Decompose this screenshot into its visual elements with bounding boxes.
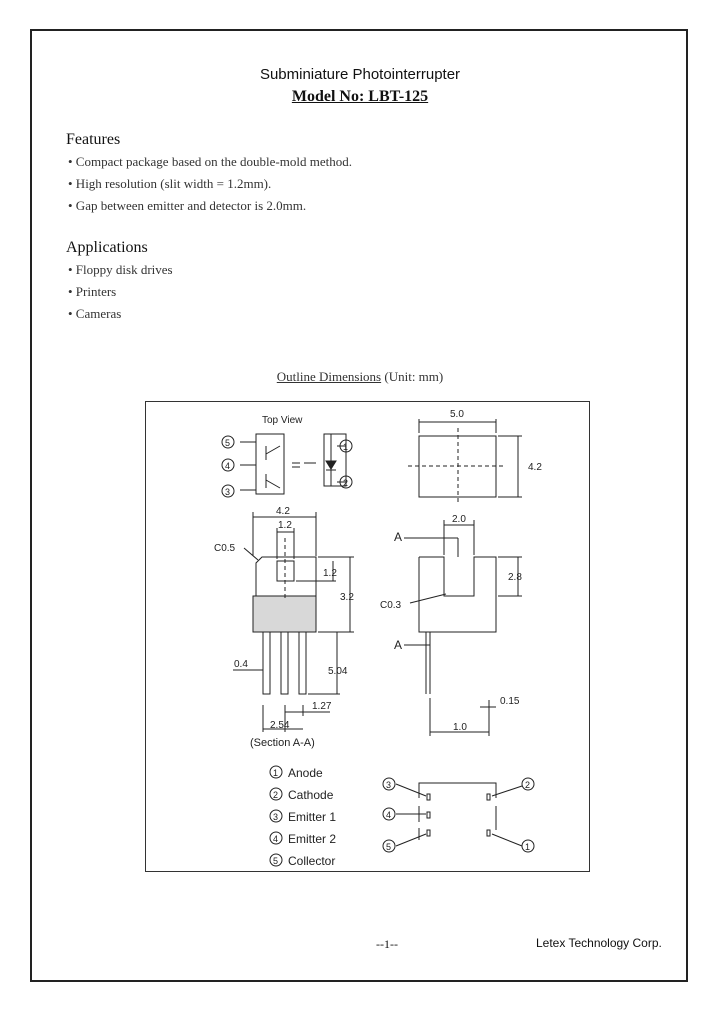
bottom-pin-3: 3: [386, 780, 392, 790]
page-number: --1--: [376, 937, 398, 951]
section-a-top: A: [394, 530, 403, 544]
section-label: (Section A-A): [250, 737, 315, 749]
dim-1-27: 1.27: [312, 701, 332, 712]
legend-collector: Collector: [288, 854, 336, 868]
dim-1-0: 1.0: [453, 722, 467, 733]
dim-body-3-2: 3.2: [340, 592, 354, 603]
company-name: Letex Technology Corp.: [536, 936, 662, 950]
legend-emitter-1: Emitter 1: [288, 810, 337, 824]
legend-num-1: 1: [273, 768, 279, 778]
feature-item: • Compact package based on the double-mold method.: [68, 154, 352, 169]
model-number: [0, 88, 720, 106]
dim-gap-2-0: 2.0: [452, 514, 466, 525]
application-item: • Printers: [68, 284, 117, 299]
legend-num-4: 4: [273, 834, 279, 844]
dim-5-0: 5.0: [450, 409, 464, 420]
bottom-pin-4: 4: [386, 810, 392, 820]
legend-num-3: 3: [273, 812, 279, 822]
feature-item: • Gap between emitter and detector is 2.0mm.: [68, 198, 307, 213]
outline-caption-unit: (Unit: mm): [381, 369, 444, 384]
legend-num-2: 2: [273, 790, 279, 800]
legend-cathode: Cathode: [288, 788, 334, 802]
pin-2-label: 2: [343, 478, 349, 488]
application-item: • Cameras: [68, 306, 122, 321]
pin-3-label: 3: [225, 487, 231, 497]
legend-emitter-2: Emitter 2: [288, 832, 337, 846]
top-view-label: Top View: [262, 415, 303, 426]
dim-2-54: 2.54: [270, 720, 290, 731]
bottom-pin-5: 5: [386, 842, 392, 852]
dim-c0-3: C0.3: [380, 600, 402, 611]
dim-0-15: 0.15: [500, 696, 520, 707]
features-heading: Features: [66, 131, 121, 148]
dim-lead-0-4: 0.4: [234, 659, 248, 670]
model-number-text: Model No: LBT-125: [291, 88, 429, 105]
dim-slit-h-1-2: 1.2: [323, 568, 337, 579]
dim-slit-1-2: 1.2: [278, 520, 292, 531]
legend-num-5: 5: [273, 856, 279, 866]
dim-5-04: 5.04: [328, 666, 348, 677]
application-item: • Floppy disk drives: [68, 262, 173, 277]
document-title: Subminiature Photointerrupter: [259, 66, 461, 83]
applications-heading: Applications: [66, 239, 148, 256]
pin-4-label: 4: [225, 461, 231, 471]
dim-front-4-2: 4.2: [276, 506, 290, 517]
pin-5-label: 5: [225, 438, 231, 448]
feature-item: • High resolution (slit width = 1.2mm).: [68, 176, 272, 191]
outline-caption-title: Outline Dimensions: [276, 369, 382, 384]
dim-4-2-side: 4.2: [528, 462, 542, 473]
bottom-pin-1: 1: [525, 842, 531, 852]
pin-1-label: 1: [343, 442, 349, 452]
bottom-pin-2: 2: [525, 780, 531, 790]
dim-2-8: 2.8: [508, 572, 522, 583]
legend-anode: Anode: [288, 766, 323, 780]
outline-caption: [0, 369, 720, 385]
dim-c0-5: C0.5: [214, 543, 236, 554]
section-a-bottom: A: [394, 638, 403, 652]
outline-drawing-box: [145, 401, 590, 872]
